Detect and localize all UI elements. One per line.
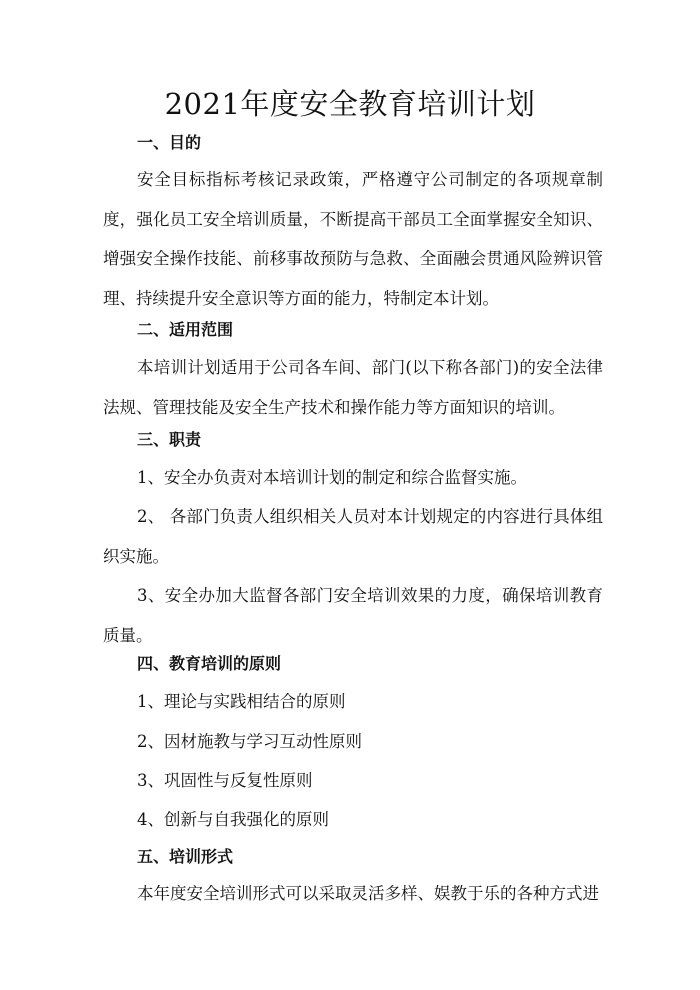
list-item: 2、 各部门负责人组织相关人员对本计划规定的内容进行具体组织实施。 [103,507,603,566]
document-title: 2021年度安全教育培训计划 [164,87,536,121]
section-paragraph: 本培训计划适用于公司各车间、部门(以下称各部门)的安全法律法规、管理技能及安全生产技术和操作能力等方面知识的培训。 [103,358,603,417]
section-heading-scope: 二、适用范围 [137,320,234,339]
list-item: 1、安全办负责对本培训计划的制定和综合监督实施。 [137,468,527,487]
section-paragraph: 本年度安全培训形式可以采取灵活多样、娱教于乐的各种方式进 [137,884,599,903]
list-item: 4、创新与自我强化的原则 [137,810,329,829]
section-heading-responsibilities: 三、职责 [137,430,202,449]
section-paragraph: 安全目标指标考核记录政策，严格遵守公司制定的各项规章制度，强化员工安全培训质量，不断提高干部员工全面掌握安全知识、增强安全操作技能、前移事故预防与急救、全面融会贯通风险辨识管理、持续提升安全意识等方面的能力，特制定本计划。 [103,170,603,308]
section-heading-principles: 四、教育培训的原则 [137,654,282,673]
list-item: 1、理论与实践相结合的原则 [137,692,346,711]
list-item: 3、巩固性与反复性原则 [137,771,313,790]
list-item: 2、因材施教与学习互动性原则 [137,732,362,751]
section-heading-format: 五、培训形式 [137,847,234,866]
section-heading-purpose: 一、目的 [137,133,202,152]
list-item: 3、安全办加大监督各部门安全培训效果的力度，确保培训教育质量。 [103,586,603,645]
